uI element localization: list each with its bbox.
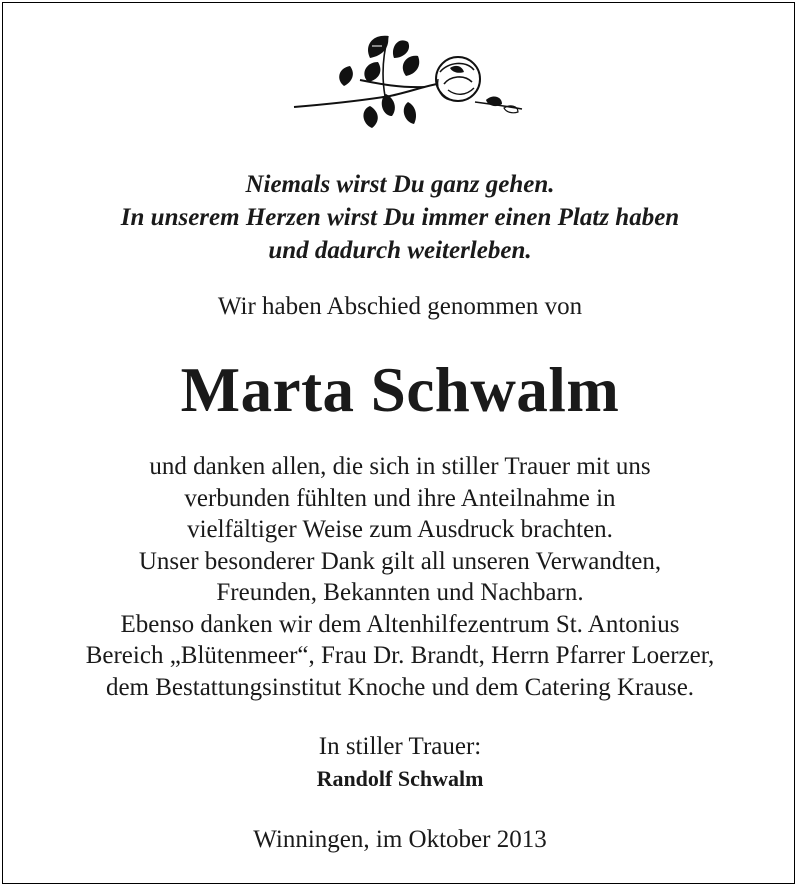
- motto-line: In unserem Herzen wirst Du immer einen Platz haben: [120, 204, 680, 231]
- farewell-intro: Wir haben Abschied genommen von: [217, 293, 583, 320]
- place-date: Winningen, im Oktober 2013: [253, 826, 547, 853]
- thanks-line: Freunden, Bekannten und Nachbarn.: [216, 579, 584, 606]
- thanks-line: verbunden fühlten und ihre Anteilnahme in: [184, 484, 616, 512]
- motto-line: Niemals wirst Du ganz gehen.: [245, 171, 555, 198]
- thanks-line: Unser besonderer Dank gilt all unseren Verwandten,: [138, 547, 662, 575]
- memorial-motto: [0, 168, 800, 267]
- thanks-text: [0, 451, 800, 703]
- thanks-line: Ebenso danken wir dem Altenhilfezentrum St. Antonius: [120, 610, 680, 638]
- rose-icon: [290, 24, 530, 134]
- signer-name: Randolf Schwalm: [316, 766, 484, 791]
- thanks-line: Bereich „Blütenmeer“, Frau Dr. Brandt, Herrn Pfarrer Loerzer,: [85, 642, 715, 669]
- motto-line: und dadurch weiterleben.: [268, 237, 532, 264]
- mourning-label: In stiller Trauer:: [318, 733, 482, 760]
- deceased-name: Marta Schwalm: [180, 355, 620, 425]
- thanks-line: vielfältiger Weise zum Ausdruck brachten.: [187, 516, 613, 543]
- thanks-line: dem Bestattungsinstitut Knoche und dem Catering Krause.: [105, 673, 695, 701]
- thanks-line: und danken allen, die sich in stiller Trauer mit uns: [149, 453, 651, 480]
